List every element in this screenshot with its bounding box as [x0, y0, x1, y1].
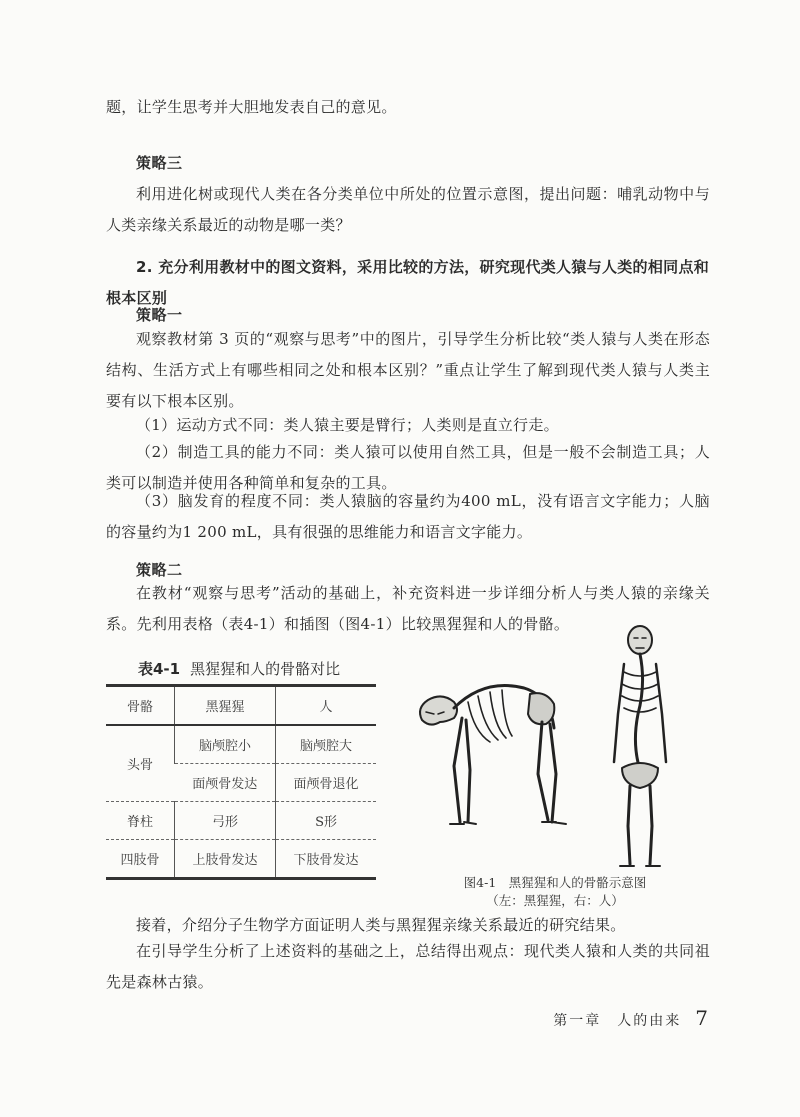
- strategy3-title: 策略三: [136, 154, 183, 172]
- strategy1-item-1: （1）运动方式不同：类人猿主要是臂行；人类则是直立行走。: [136, 416, 559, 434]
- chimpanzee-skeleton: [420, 686, 566, 825]
- header-cell-human: 人: [276, 686, 376, 726]
- strategy1-title: 策略一: [136, 306, 183, 324]
- cell-part-spine: 脊柱: [126, 815, 153, 830]
- cell-chimp: 上肢骨发达: [175, 840, 276, 879]
- cell-part-limbs: 四肢骨: [120, 853, 160, 868]
- cell-human: 下肢骨发达: [276, 840, 376, 879]
- figure-caption-line2: （左：黑猩猩，右：人）: [486, 893, 624, 908]
- cell-human: 脑颅腔大: [276, 725, 376, 764]
- cell-part-skull: 头骨: [126, 758, 153, 773]
- strategy2-text: 在教材“观察与思考”活动的基础上，补充资料进一步详细分析人与类人猿的亲缘关系。先利用表格（表4-1）和插图（图4-1）比较黑猩猩和人的骨骼。: [106, 584, 710, 633]
- strategy2-title: 策略二: [136, 561, 183, 579]
- page-footer: [553, 1006, 708, 1030]
- closing-paragraph-2: 在引导学生分析了上述资料的基础之上，总结得出观点：现代类人猿和人类的共同祖先是森林古猿。: [106, 942, 710, 991]
- continued-paragraph: 题，让学生思考并大胆地发表自己的意见。: [106, 98, 397, 116]
- human-skeleton: [614, 626, 666, 866]
- table-title: 黑猩猩和人的骨骼对比: [190, 660, 341, 678]
- header-cell-chimp: 黑猩猩: [175, 686, 276, 726]
- table-row: [106, 725, 376, 764]
- strategy3-text: 利用进化树或现代人类在各分类单位中所处的位置示意图，提出问题：哺乳动物中与人类亲缘关系最近的动物是哪一类？: [106, 185, 710, 234]
- table-row: [106, 802, 376, 840]
- cell-human: 面颅骨退化: [276, 764, 376, 802]
- page-number: 7: [695, 1006, 708, 1030]
- table-number: 表4-1: [138, 660, 181, 678]
- cell-chimp: 脑颅腔小: [175, 725, 276, 764]
- cell-chimp: 弓形: [175, 802, 276, 840]
- table-row: [106, 840, 376, 879]
- chapter-title: 第一章 人的由来: [553, 1013, 682, 1029]
- strategy1-item-3: （3）脑发育的程度不同：类人猿脑的容量约为400 mL，没有语言文字能力；人脑的容量约为1 200 mL，具有很强的思维能力和语言文字能力。: [106, 492, 710, 541]
- skeleton-illustration: [410, 622, 710, 872]
- header-cell-bone: 骨骼: [126, 700, 153, 715]
- table-caption: [138, 659, 378, 679]
- section2-heading: 2. 充分利用教材中的图文资料，采用比较的方法，研究现代类人猿与人类的相同点和根本区别: [106, 258, 710, 307]
- skeleton-comparison-table: [106, 684, 376, 880]
- cell-human: S形: [276, 802, 376, 840]
- cell-chimp: 面颅骨发达: [192, 777, 258, 792]
- table-header-row: [106, 686, 376, 726]
- figure-caption-line1: 图4-1 黑猩猩和人的骨骼示意图: [463, 875, 647, 890]
- strategy1-intro: 观察教材第 3 页的“观察与思考”中的图片，引导学生分析比较“类人猿与人类在形态结构、生活方式上有哪些相同之处和根本区别？”重点让学生了解到现代类人猿与人类主要有以下根本区别。: [106, 330, 710, 410]
- figure-caption: [440, 874, 670, 910]
- closing-paragraph-1: 接着，介绍分子生物学方面证明人类与黑猩猩亲缘关系最近的研究结果。: [136, 916, 626, 934]
- strategy1-item-2: （2）制造工具的能力不同：类人猿可以使用自然工具，但是一般不会制造工具；人类可以制造并使用各种简单和复杂的工具。: [106, 443, 710, 492]
